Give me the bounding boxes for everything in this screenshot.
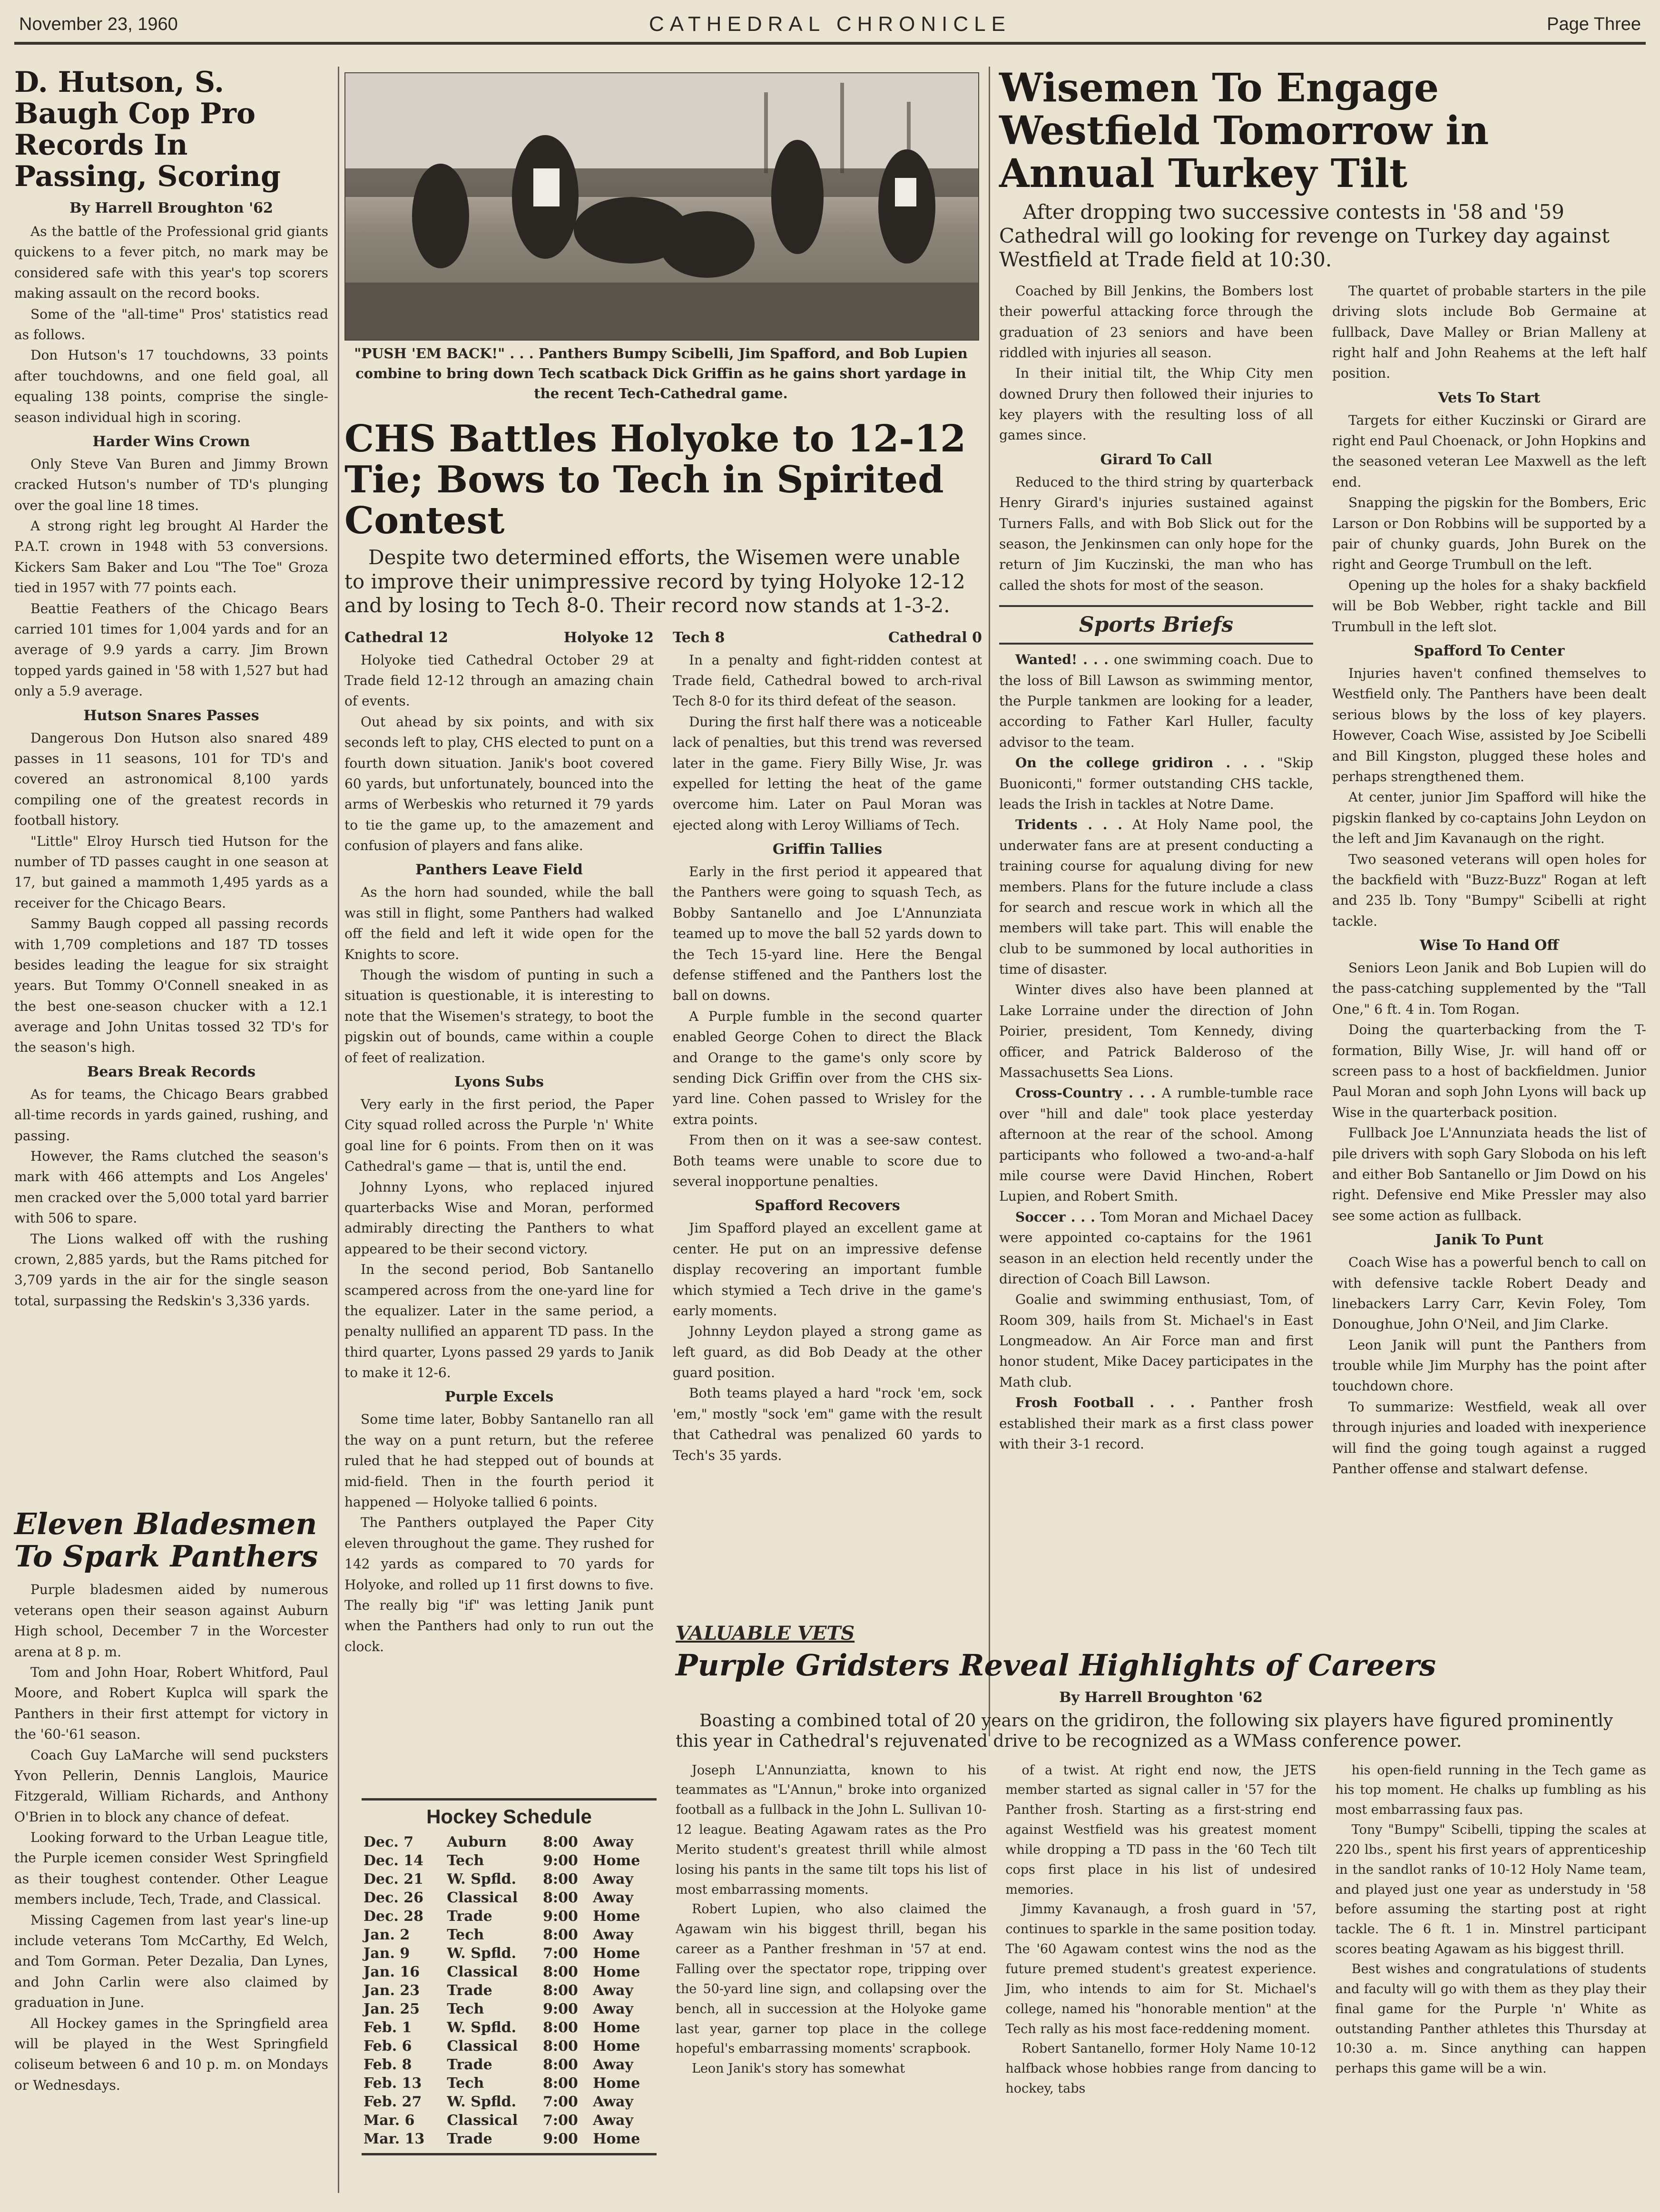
masthead-title: CATHEDRAL CHRONICLE: [649, 12, 1011, 36]
venue: Away: [593, 1927, 633, 1943]
opponent: W. Spfld.: [447, 2094, 517, 2110]
wisemen-headline: Wisemen To Engage Westfield Tomorrow in Annual Turkey Tilt: [999, 65, 1489, 197]
hockey-row: [362, 1870, 657, 1889]
wisemen-column-2: [1332, 281, 1646, 1479]
paragraph: Some of the "all-time" Pros' statistics read as follows.: [14, 306, 328, 343]
paragraph: In the second period, Bob Santanello scampered across from the one-yard line for the equalizer. Later in the same period, a penalty nullified an apparent TD pass. In the third quarter, Lyons passed 29 yards to Janik to make it 12-6.: [344, 1262, 654, 1381]
venue: Home: [593, 1852, 640, 1869]
paragraph: Fullback Joe L'Annunziata heads the list of pile drivers with soph Gary Sloboda on his left and either Bob Santanello or Jim Dowd on his right. Defensive end Mike Pressler may also see some action as fullback.: [1332, 1125, 1646, 1223]
paragraph: Coach Guy LaMarche will send pucksters Yvon Pellerin, Dennis Langlois, Maurice Fitzgerald, William Richards, and Anthony O'Brien in to block any chance of defeat.: [14, 1747, 328, 1825]
vets-deck: Boasting a combined total of 20 years on the gridiron, the following six players have figured prominently this year in Cathedral's rejuvenated drive to be recognized as a WMass conference power.: [676, 1711, 1613, 1752]
venue: Away: [593, 2094, 633, 2110]
vets-kicker: VALUABLE VETS: [676, 1622, 855, 1644]
game-time: 8:00: [543, 1834, 578, 1850]
paragraph: Targets for either Kuczinski or Girard are right end Paul Choenack, or John Hopkins and the seasoned veteran Lee Maxwell as the left end.: [1332, 412, 1646, 490]
paragraph: Leon Janik will punt the Panthers from trouble while Jim Murphy has the point after touchdown chore.: [1332, 1337, 1646, 1394]
venue: Home: [593, 2131, 640, 2147]
paragraph: Both teams played a hard "rock 'em, sock 'em," mostly "sock 'em" game with the result that Cathedral was penalized 60 yards to Tech's 35 yards.: [673, 1385, 982, 1463]
game-time: 8:00: [543, 1964, 578, 1980]
hutson-byline: By Harrell Broughton '62: [69, 200, 273, 216]
paragraph: Johnny Leydon played a strong game as left guard, as did Bob Deady at the other guard position.: [673, 1323, 982, 1381]
paragraph: Snapping the pigskin for the Bombers, Eric Larson or Don Robbins will be supported by a pair of chunky guards, John Burek on the right and George Trumbull on the left.: [1332, 495, 1646, 573]
hockey-row: [362, 2037, 657, 2055]
opponent: Tech: [447, 1852, 484, 1869]
brief-lead: Frosh Football . . .: [1015, 1395, 1195, 1411]
hockey-row: [362, 1981, 657, 2000]
hockey-row: [362, 1889, 657, 1907]
paragraph: of a twist. At right end now, the JETS member started as signal caller in '57 for the Panther frosh. Starting as a first-string end against Westfield was his greatest moment while dropping a TD pass in the '60 Tech tilt cops first place in his list of undesired memories.: [1005, 1762, 1316, 1897]
brief-text: "Skip Buoniconti," former outstanding CHS tackle, leads the Irish in tackles at Notre Dame.: [999, 755, 1314, 812]
hockey-row: [362, 2000, 657, 2018]
game-date: Jan. 2: [363, 1927, 410, 1943]
brief-text: Panther frosh established their mark as a first class power with their 3-1 record.: [999, 1395, 1313, 1452]
bladesmen-story: [14, 1508, 328, 2202]
subhead: Lyons Subs: [454, 1073, 544, 1090]
paragraph: During the first half there was a noticeable lack of penalties, but this trend was reversed later in the game. Fiery Billy Wise, Jr. was expelled for letting the heat of the game overcome him. Later on Paul Moran was ejected along with Leroy Williams of Tech.: [673, 714, 982, 833]
opponent: Tech: [447, 1927, 484, 1943]
game-time: 8:00: [543, 1889, 578, 1906]
chs-deck: Despite two determined efforts, the Wisemen were unable to improve their unimpressive record by tying Holyoke 12-12 and by losing to Tech 8-0. Their record now stands at 1-3-2.: [344, 546, 965, 617]
hutson-story: [14, 67, 328, 1479]
paragraph: Only Steve Van Buren and Jimmy Brown cracked Hutson's number of TD's plunging over the goal line 18 times.: [14, 456, 328, 513]
hockey-schedule: [362, 1798, 657, 2155]
brief-text: one swimming coach. Due to the loss of Bill Lawson as swimming mentor, the Purple tankmen are looking for a leader, according to Father Karl Huller, faculty advisor to the team.: [999, 652, 1313, 750]
hockey-row: [362, 1944, 657, 1963]
game-time: 8:00: [543, 2019, 578, 2036]
bladesmen-headline-line2: To Spark Panthers: [14, 1539, 318, 1574]
venue: Away: [593, 1871, 633, 1888]
vets-story: [676, 1622, 1646, 2207]
hockey-row: [362, 2111, 657, 2130]
game-date: Jan. 9: [363, 1945, 410, 1962]
brief-lead: On the college gridiron . . .: [1015, 755, 1265, 771]
brief-item: [999, 753, 1313, 814]
subhead: Spafford To Center: [1414, 642, 1565, 659]
paragraph: Early in the first period it appeared that the Panthers were going to squash Tech, as Bobby Santanello and Joe L'Annunziata teamed up to move the ball 52 yards down to the Tech 15-yard line. Here the Bengal defense stiffened and the Panthers lost the ball on downs.: [673, 864, 982, 1004]
tech-scoreline: [673, 629, 982, 646]
game-time: 8:00: [543, 2038, 578, 2055]
game-date: Jan. 25: [363, 2001, 420, 2017]
photo-caption: "PUSH 'EM BACK!" . . . Panthers Bumpy Scibelli, Jim Spafford, and Bob Lupien combine to bring down Tech scatback Dick Griffin as he gains short yardage in the recent Tech-Cathedral game.: [354, 345, 968, 402]
paragraph: Tony "Bumpy" Scibelli, tipping the scales at 220 lbs., spent his first years of apprenticeship in the sandlot ranks of 10-12 Holy Name team, and played just one year as understudy in '58 before assuming the starting post at right tackle. The 6 ft. 1 in. Minstrel participant scores beating Agawam as his biggest thrill.: [1335, 1822, 1646, 1957]
hockey-row: [362, 1926, 657, 1944]
score-team: Tech 8: [673, 629, 725, 646]
game-time: 9:00: [543, 1852, 578, 1869]
opponent: Tech: [447, 2075, 484, 2092]
hockey-schedule-table: [362, 1833, 657, 2148]
game-date: Dec. 14: [363, 1852, 424, 1869]
venue: Home: [593, 1908, 640, 1925]
holyoke-game-column: [344, 626, 654, 1657]
paragraph: As the battle of the Professional grid giants quickens to a fever pitch, no mark may be considered safe with this year's top scorers making assault on the record books.: [14, 224, 328, 302]
game-time: 9:00: [543, 2001, 578, 2017]
paragraph: Winter dives also have been planned at Lake Lorraine under the direction of John Poirier, president, Tom Kennedy, diving officer, and Patrick Balderoso of the Massachusetts Sea Lions.: [999, 982, 1313, 1081]
subhead: Hutson Snares Passes: [83, 707, 259, 724]
brief-item: [999, 814, 1313, 979]
masthead: [14, 9, 1646, 45]
opponent: Trade: [447, 1982, 492, 1999]
opponent: W. Spfld.: [447, 1945, 517, 1962]
game-date: Dec. 26: [363, 1889, 424, 1906]
game-time: 7:00: [543, 2094, 578, 2110]
paragraph: Very early in the first period, the Paper City squad rolled across the Purple 'n' White goal line for 6 points. From then on it was Cathedral's game — that is, until the end.: [344, 1096, 654, 1175]
subhead: Bears Break Records: [87, 1063, 255, 1080]
paragraph: The Panthers outplayed the Paper City eleven throughout the game. They rushed for 142 yards as compared to 70 yards for Holyoke, and rolled up 11 first downs to five. The really big "if" was letting Janik punt when the Panthers had only to run out the clock.: [344, 1515, 654, 1654]
paragraph: Two seasoned veterans will open holes for the backfield with "Buzz-Buzz" Rogan at left and 235 lb. Tony "Bumpy" Scibelli at right tackle.: [1332, 851, 1646, 929]
game-date: Mar. 13: [363, 2131, 425, 2147]
column-rule: [989, 67, 990, 1736]
paragraph: Doing the quarterbacking from the T-formation, Billy Wise, Jr. will hand off or screen pass to a host of backfieldmen. Junior Paul Moran and soph John Lyons will back up Wise in the quarterback position.: [1332, 1022, 1646, 1120]
paragraph: In their initial tilt, the Whip City men downed Drury then followed their injuries to key players with the resulting loss of all games since.: [999, 365, 1313, 443]
paragraph: The quartet of probable starters in the pile driving slots include Bob Germaine at fullback, Dave Malley or Brian Malleny at right half and John Reahems at the left half position.: [1332, 283, 1646, 382]
paragraph: Tom and John Hoar, Robert Whitford, Paul Moore, and Robert Kuplca will spark the Panthers in their first attempt for victory in the '60-'61 season.: [14, 1664, 328, 1742]
paragraph: All Hockey games in the Springfield area will be played in the West Springfield coliseum between 6 and 10 p. m. on Mondays or Wednesdays.: [14, 2015, 328, 2093]
game-date: Jan. 16: [363, 1964, 420, 1980]
opponent: Classical: [447, 2038, 518, 2055]
hockey-row: [362, 2130, 657, 2148]
game-date: Mar. 6: [363, 2112, 415, 2129]
paragraph: Jim Spafford played an excellent game at center. He put on an impressive defense display recovering an important fumble which stymied a Tech drive in the game's early moments.: [673, 1220, 982, 1319]
game-date: Feb. 13: [363, 2075, 422, 2092]
brief-item: [999, 1392, 1313, 1454]
paragraph: Looking forward to the Urban League title, the Purple icemen consider West Springfield as their toughest contender. Other League members include, Tech, Trade, and Classical.: [14, 1830, 328, 1908]
vets-headline: Purple Gridsters Reveal Highlights of Careers: [676, 1648, 1436, 1683]
opponent: Tech: [447, 2001, 484, 2017]
brief-lead: Soccer . . .: [1015, 1209, 1095, 1225]
opponent: W. Spfld.: [447, 2019, 517, 2036]
masthead-date: November 23, 1960: [19, 14, 178, 34]
opponent: Trade: [447, 2131, 492, 2147]
subhead: Vets To Start: [1438, 389, 1541, 406]
paragraph: Sammy Baugh copped all passing records with 1,709 completions and 187 TD tosses besides leading the league for six straight years. But Tommy O'Connell sneaked in as the best one-season chucker with a 12.1 average and John Unitas tossed 32 TD's for the season's high.: [14, 916, 328, 1056]
paragraph: Opening up the holes for a shaky backfield will be Bob Webber, right tackle and Bill Trumbull in the left slot.: [1332, 577, 1646, 635]
hockey-row: [362, 1833, 657, 1851]
game-time: 8:00: [543, 1982, 578, 1999]
paragraph: Robert Santanello, former Holy Name 10-12 halfback whose hobbies range from dancing to hockey, tabs: [1005, 2041, 1316, 2096]
paragraph: As for teams, the Chicago Bears grabbed all-time records in yards gained, rushing, and passing.: [14, 1086, 328, 1144]
paragraph: Though the wisdom of punting in such a situation is questionable, it is interesting to note that the Wisemen's strategy, to boot the pigskin out of bounds, came within a couple of feet of realization.: [344, 967, 654, 1066]
hockey-row: [362, 2074, 657, 2093]
score-team: Cathedral 12: [344, 629, 448, 646]
game-time: 9:00: [543, 2131, 578, 2147]
brief-text: A rumble-tumble race over "hill and dale" took place yesterday afternoon at the rear of the school. Among participants who followed a two-and-a-half mile course were David Hinchen, Robert Lupien, and Robert Smith.: [999, 1085, 1313, 1204]
chs-headline: CHS Battles Holyoke to 12-12 Tie; Bows to Tech in Spirited Contest: [344, 417, 966, 542]
brief-text: Tom Moran and Michael Dacey were appointed co-captains for the 1961 season in an election held recently under the direction of Coach Bill Lawson.: [999, 1209, 1313, 1287]
opponent: Classical: [447, 1964, 518, 1980]
brief-text: At Holy Name pool, the underwater fans are at present conducting a training course for aqualung diving for new members. Plans for the future include a class for search and rescue work in which all the members will take part. This will enable the club to be summoned by local authorities in time of disaster.: [999, 817, 1313, 978]
game-time: 7:00: [543, 1945, 578, 1962]
opponent: Classical: [447, 2112, 518, 2129]
brief-lead: Wanted! . . .: [1015, 652, 1109, 668]
paragraph: Seniors Leon Janik and Bob Lupien will do the pass-catching supplemented by the "Tall One," 6 ft. 4 in. Tom Rogan.: [1332, 960, 1646, 1017]
venue: Away: [593, 2056, 633, 2073]
hockey-row: [362, 1907, 657, 1926]
masthead-page-number: Page Three: [1547, 14, 1641, 34]
paragraph: Out ahead by six points, and with six seconds left to play, CHS elected to punt on a fourth down situation. Janik's boot covered 60 yards, but unfortunately, bounced into the arms of Werbeskis who returned it 79 yards to tie the game up, to the amazement and confusion of players and fans alike.: [344, 714, 654, 854]
brief-item: [999, 1207, 1313, 1290]
venue: Home: [593, 2019, 640, 2036]
paragraph: As the horn had sounded, while the ball was still in flight, some Panthers had walked off the field and left it wide open for the Knights to score.: [344, 884, 654, 962]
vets-column-2: [1005, 1761, 1316, 2099]
venue: Home: [593, 2075, 640, 2092]
football-photo-drawing: [345, 73, 978, 340]
paragraph: Missing Cagemen from last year's line-up include veterans Tom McCarthy, Ed Welch, and Tom Gorman. Peter Dezalia, Dan Lynes, and John Carlin were also claimed by graduation in June.: [14, 1912, 328, 2011]
tech-game-column: [673, 626, 982, 1657]
venue: Away: [593, 1889, 633, 1906]
vets-column-3: [1336, 1761, 1646, 2099]
hockey-row: [362, 1851, 657, 1870]
sports-briefs-title: Sports Briefs: [999, 605, 1313, 645]
paragraph: Coach Wise has a powerful bench to call on with defensive tackle Robert Deady and linebackers Larry Carr, Kevin Foley, Tom Donoughue, John O'Neil, and Jim Clarke.: [1332, 1254, 1646, 1332]
subhead: Janik To Punt: [1435, 1232, 1543, 1249]
paragraph: Joseph L'Annunziatta, known to his teammates as "L'Annun," broke into organized football as a fullback in the John L. Sullivan 10-12 league. Beating Agawam rates as the Pro Merito student's greatest thrill while almost losing his pants in the same tilt tops his list of most embarrassing moments.: [676, 1762, 987, 1897]
game-time: 8:00: [543, 1871, 578, 1888]
hockey-row: [362, 2018, 657, 2037]
paragraph: Jimmy Kavanaugh, a frosh guard in '57, continues to sparkle in the same position today. The '60 Agawam contest wins the nod as the future premed student's greatest experience. Jim, who intends to aim for St. Michael's college, named his "honorable mention" at the Tech rally as his most face-reddening moment.: [1005, 1902, 1316, 2036]
game-date: Dec. 7: [363, 1834, 414, 1850]
paragraph: From then on it was a see-saw contest. Both teams were unable to score due to several inopportune penalties.: [673, 1132, 982, 1189]
game-date: Feb. 6: [363, 2038, 412, 2055]
football-photo: [344, 72, 979, 341]
paragraph: Dangerous Don Hutson also snared 489 passes in 11 seasons, 101 for TD's and covered an astronomical 8,100 yards compiling one of the greatest records in football history.: [14, 730, 328, 829]
venue: Away: [593, 2112, 633, 2129]
paragraph: Holyoke tied Cathedral October 29 at Trade field 12-12 through an amazing chain of events.: [344, 652, 654, 709]
opponent: Trade: [447, 2056, 492, 2073]
subhead: Panthers Leave Field: [415, 861, 583, 879]
subhead: Griffin Tallies: [772, 841, 883, 858]
venue: Home: [593, 1964, 640, 1980]
venue: Away: [593, 1834, 633, 1850]
game-time: 8:00: [543, 2075, 578, 2092]
game-date: Feb. 27: [363, 2094, 422, 2110]
game-time: 9:00: [543, 1908, 578, 1925]
brief-item: [999, 1083, 1313, 1206]
vets-byline: By Harrell Broughton '62: [1059, 1689, 1263, 1706]
column-rule: [338, 67, 339, 2193]
subhead: Harder Wins Crown: [92, 433, 250, 450]
opponent: Trade: [447, 1908, 492, 1925]
game-date: Dec. 21: [363, 1871, 424, 1888]
paragraph: Coached by Bill Jenkins, the Bombers lost their powerful attacking force through the graduation of 23 seniors and have been riddled with injuries all season.: [999, 283, 1313, 361]
paragraph: To summarize: Westfield, weak all over through injuries and loaded with inexperience will find the going tough against a rugged Panther offense and stalwart defense.: [1332, 1399, 1646, 1477]
paragraph: Purple bladesmen aided by numerous veterans open their season against Auburn High school, December 7 in the Worcester arena at 8 p. m.: [14, 1582, 328, 1660]
score-team: Cathedral 0: [888, 629, 982, 646]
brief-lead: Cross-Country . . .: [1015, 1085, 1156, 1101]
paragraph: Johnny Lyons, who replaced injured quarterbacks Wise and Moran, performed admirably directing the Panthers to what appeared to be their second victory.: [344, 1179, 654, 1257]
subhead: Purple Excels: [444, 1389, 554, 1406]
subhead: Girard To Call: [1100, 451, 1212, 468]
hockey-row: [362, 2055, 657, 2074]
hockey-schedule-title: Hockey Schedule: [426, 1805, 592, 1828]
paragraph: A Purple fumble in the second quarter enabled George Cohen to direct the Black and Orange to the game's only score by sending Dick Griffin over from the CHS six-yard line. Cohen passed to Wrisley for the extra points.: [673, 1008, 982, 1127]
hutson-headline: D. Hutson, S. Baugh Cop Pro Records In Passing, Scoring: [14, 66, 281, 193]
subhead: Wise To Hand Off: [1419, 937, 1559, 954]
paragraph: his open-field running in the Tech game as his top moment. He chalks up fumbling as his most embarrassing faux pas.: [1335, 1762, 1646, 1818]
paragraph: Some time later, Bobby Santanello ran all the way on a punt return, but the referee ruled that he had stepped out of bounds at mid-field. Then in the fourth period it happened — Holyoke tallied 6 points.: [344, 1411, 654, 1510]
game-date: Feb. 8: [363, 2056, 412, 2073]
game-date: Feb. 1: [363, 2019, 412, 2036]
venue: Home: [593, 1945, 640, 1962]
venue: Home: [593, 2038, 640, 2055]
paragraph: In a penalty and fight-ridden contest at Trade field, Cathedral bowed to arch-rival Tech 8-0 for its third defeat of the season.: [673, 652, 982, 709]
paragraph: Injuries haven't confined themselves to Westfield only. The Panthers have been dealt serious blows by the loss of key players. However, Coach Wise, assisted by Joe Scibelli and Bill Kingston, plugged these holes and perhaps strengthened them.: [1332, 665, 1646, 784]
paragraph: The Lions walked off with the rushing crown, 2,885 yards, but the Rams pitched for 3,709 yards in the air for the single season total, surpassing the Redskin's 3,336 yards.: [14, 1231, 328, 1309]
paragraph: Beattie Feathers of the Chicago Bears carried 101 times for 1,004 yards and for an average of 9.9 yards a carry. Jim Brown topped yards gained in '58 with 1,527 but had only a 5.9 average.: [14, 600, 328, 699]
bladesmen-headline-line1: Eleven Bladesmen: [14, 1507, 317, 1541]
wisemen-column-1: [999, 281, 1313, 1479]
hockey-row: [362, 2093, 657, 2111]
opponent: Auburn: [447, 1834, 507, 1850]
paragraph: Robert Lupien, who also claimed the Agawam win his biggest thrill, began his career as a Panther freshman in '57 at end. Falling over the spectator rope, tripping over the 50-yard line sign, and collapsing over the bench, all in succession at the Holyoke game last year, garner top place in the college hopeful's embarrassing moments' scrapbook.: [676, 1902, 987, 2056]
game-date: Dec. 28: [363, 1908, 424, 1925]
score-team: Holyoke 12: [563, 629, 654, 646]
game-date: Jan. 23: [363, 1982, 420, 1999]
paragraph: However, the Rams clutched the season's mark with 466 attempts and Los Angeles' men cracked over the 5,000 total yard barrier with 506 to spare.: [14, 1148, 328, 1226]
opponent: W. Spfld.: [447, 1871, 517, 1888]
hockey-row: [362, 1963, 657, 1981]
paragraph: Leon Janik's story has somewhat: [692, 2061, 905, 2076]
game-time: 8:00: [543, 1927, 578, 1943]
paragraph: Don Hutson's 17 touchdowns, 33 points after touchdowns, and one field goal, all equaling 138 points, comprise the single-season individual high in scoring.: [14, 347, 328, 425]
paragraph: At center, junior Jim Spafford will hike the pigskin flanked by co-captains John Leydon on the left and Jim Kavanaugh on the right.: [1332, 789, 1646, 847]
game-time: 7:00: [543, 2112, 578, 2129]
paragraph: A strong right leg brought Al Harder the P.A.T. crown in 1948 with 53 conversions. Kickers Sam Baker and Lou "The Toe" Groza tied in 1957 with 77 points each.: [14, 518, 328, 596]
paragraph: Goalie and swimming enthusiast, Tom, of Room 309, hails from St. Michael's in East Longmeadow. An Air Force man and first honor student, Mike Dacey participates in the Math club.: [999, 1292, 1313, 1390]
opponent: Classical: [447, 1889, 518, 1906]
paragraph: Reduced to the third string by quarterback Henry Girard's injuries sustained against Turners Falls, and with Bob Slick out for the season, the Jenkinsmen can only hope for the return of Jim Kuczinski, the man who has called the shots for most of the season.: [999, 474, 1313, 593]
subhead: Spafford Recovers: [755, 1197, 900, 1214]
brief-lead: Tridents . . .: [1015, 817, 1122, 833]
game-time: 8:00: [543, 2056, 578, 2073]
wisemen-story: [999, 67, 1646, 1608]
wisemen-deck: After dropping two successive contests in '58 and '59 Cathedral will go looking for revenge on Turkey day against Westfield at Trade field at 10:30.: [999, 200, 1610, 272]
venue: Away: [593, 1982, 633, 1999]
brief-item: [999, 649, 1313, 753]
paragraph: "Little" Elroy Hursch tied Hutson for the number of TD passes caught in one season at 17, but gained a mammoth 1,495 yards as a receiver for the Chicago Bears.: [14, 833, 328, 911]
venue: Away: [593, 2001, 633, 2017]
paragraph: Best wishes and congratulations of students and faculty will go with them as they play their final game for the Purple 'n' White as outstanding Panther athletes this Thursday at 10:30 a. m. Since anything can happen perhaps this game will be a win.: [1335, 1962, 1646, 2076]
holyoke-scoreline: [344, 629, 654, 646]
vets-column-1: [676, 1761, 986, 2099]
